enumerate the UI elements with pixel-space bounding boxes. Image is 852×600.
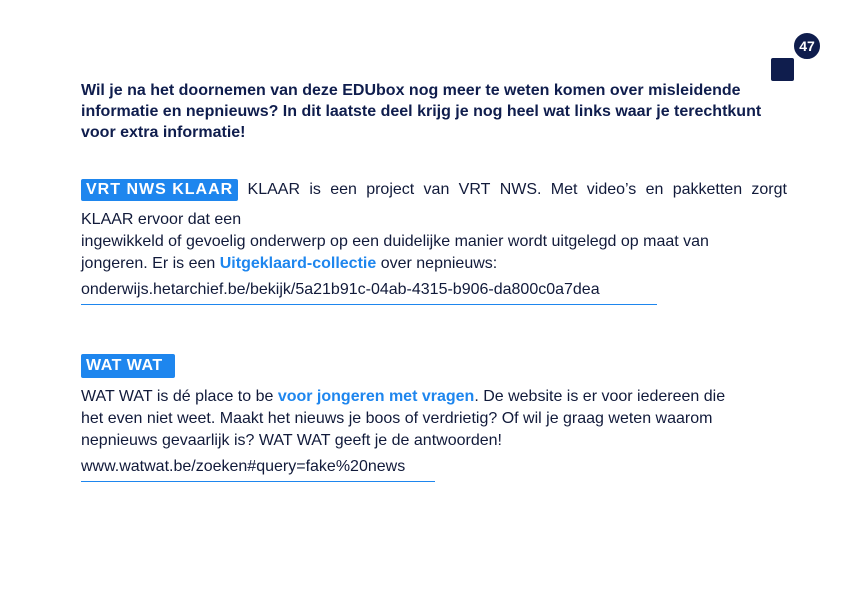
word: zorgt bbox=[751, 181, 787, 198]
word: is bbox=[309, 181, 321, 198]
text: WAT WAT is dé place to be bbox=[81, 388, 278, 405]
watwat-paragraph bbox=[81, 386, 725, 452]
klaar-line-4 bbox=[81, 253, 709, 275]
klaar-tag: VRT NWS KLAAR bbox=[81, 179, 238, 201]
word: Met bbox=[550, 181, 578, 198]
page-number-decoration bbox=[771, 58, 794, 81]
word: video’s bbox=[586, 181, 637, 198]
word: KLAAR bbox=[247, 181, 300, 198]
watwat-line-2: het even niet weet. Maakt het nieuws je boos of verdrietig? Of wil je graag weten waarom bbox=[81, 410, 713, 427]
uitgeklaard-collectie-link[interactable]: Uitgeklaard-collectie bbox=[219, 255, 377, 272]
klaar-line-2: KLAAR ervoor dat een bbox=[81, 211, 242, 228]
text: . De website is er voor iedereen die bbox=[474, 388, 726, 405]
intro-text: Wil je na het doornemen van deze EDUbox nog meer te weten komen over misleidende informatie en nepnieuws? In dit laatste deel krijg je nog heel wat links waar je terechtkunt voor extra informatie! bbox=[81, 82, 762, 141]
voor-jongeren-link[interactable]: voor jongeren met vragen bbox=[277, 388, 475, 405]
text: over nepnieuws: bbox=[376, 255, 498, 272]
watwat-tag-wrap bbox=[81, 354, 175, 378]
watwat-line-1 bbox=[81, 386, 725, 408]
klaar-url-link[interactable]: onderwijs.hetarchief.be/bekijk/5a21b91c-04ab-4315-b906-da800c0a7dea bbox=[81, 281, 600, 298]
word: pakketten bbox=[672, 181, 743, 198]
klaar-line-3: ingewikkeld of gevoelig onderwerp op een duidelijke manier wordt uitgelegd op maat van bbox=[81, 233, 709, 250]
word: project bbox=[366, 181, 415, 198]
watwat-tag: WAT WAT bbox=[81, 354, 175, 378]
klaar-first-line bbox=[81, 178, 787, 202]
word: een bbox=[330, 181, 357, 198]
watwat-url-link[interactable]: www.watwat.be/zoeken#query=fake%20news bbox=[81, 458, 406, 475]
word: van bbox=[423, 181, 450, 198]
page-number: 47 bbox=[792, 31, 822, 61]
klaar-paragraph bbox=[81, 209, 709, 275]
watwat-url-underline bbox=[81, 481, 435, 482]
word: en bbox=[645, 181, 664, 198]
word: NWS. bbox=[499, 181, 542, 198]
word: VRT bbox=[458, 181, 491, 198]
text: jongeren. Er is een bbox=[81, 255, 220, 272]
watwat-line-3: nepnieuws gevaarlijk is? WAT WAT geeft je de antwoorden! bbox=[81, 432, 502, 449]
klaar-url-underline bbox=[81, 304, 657, 305]
